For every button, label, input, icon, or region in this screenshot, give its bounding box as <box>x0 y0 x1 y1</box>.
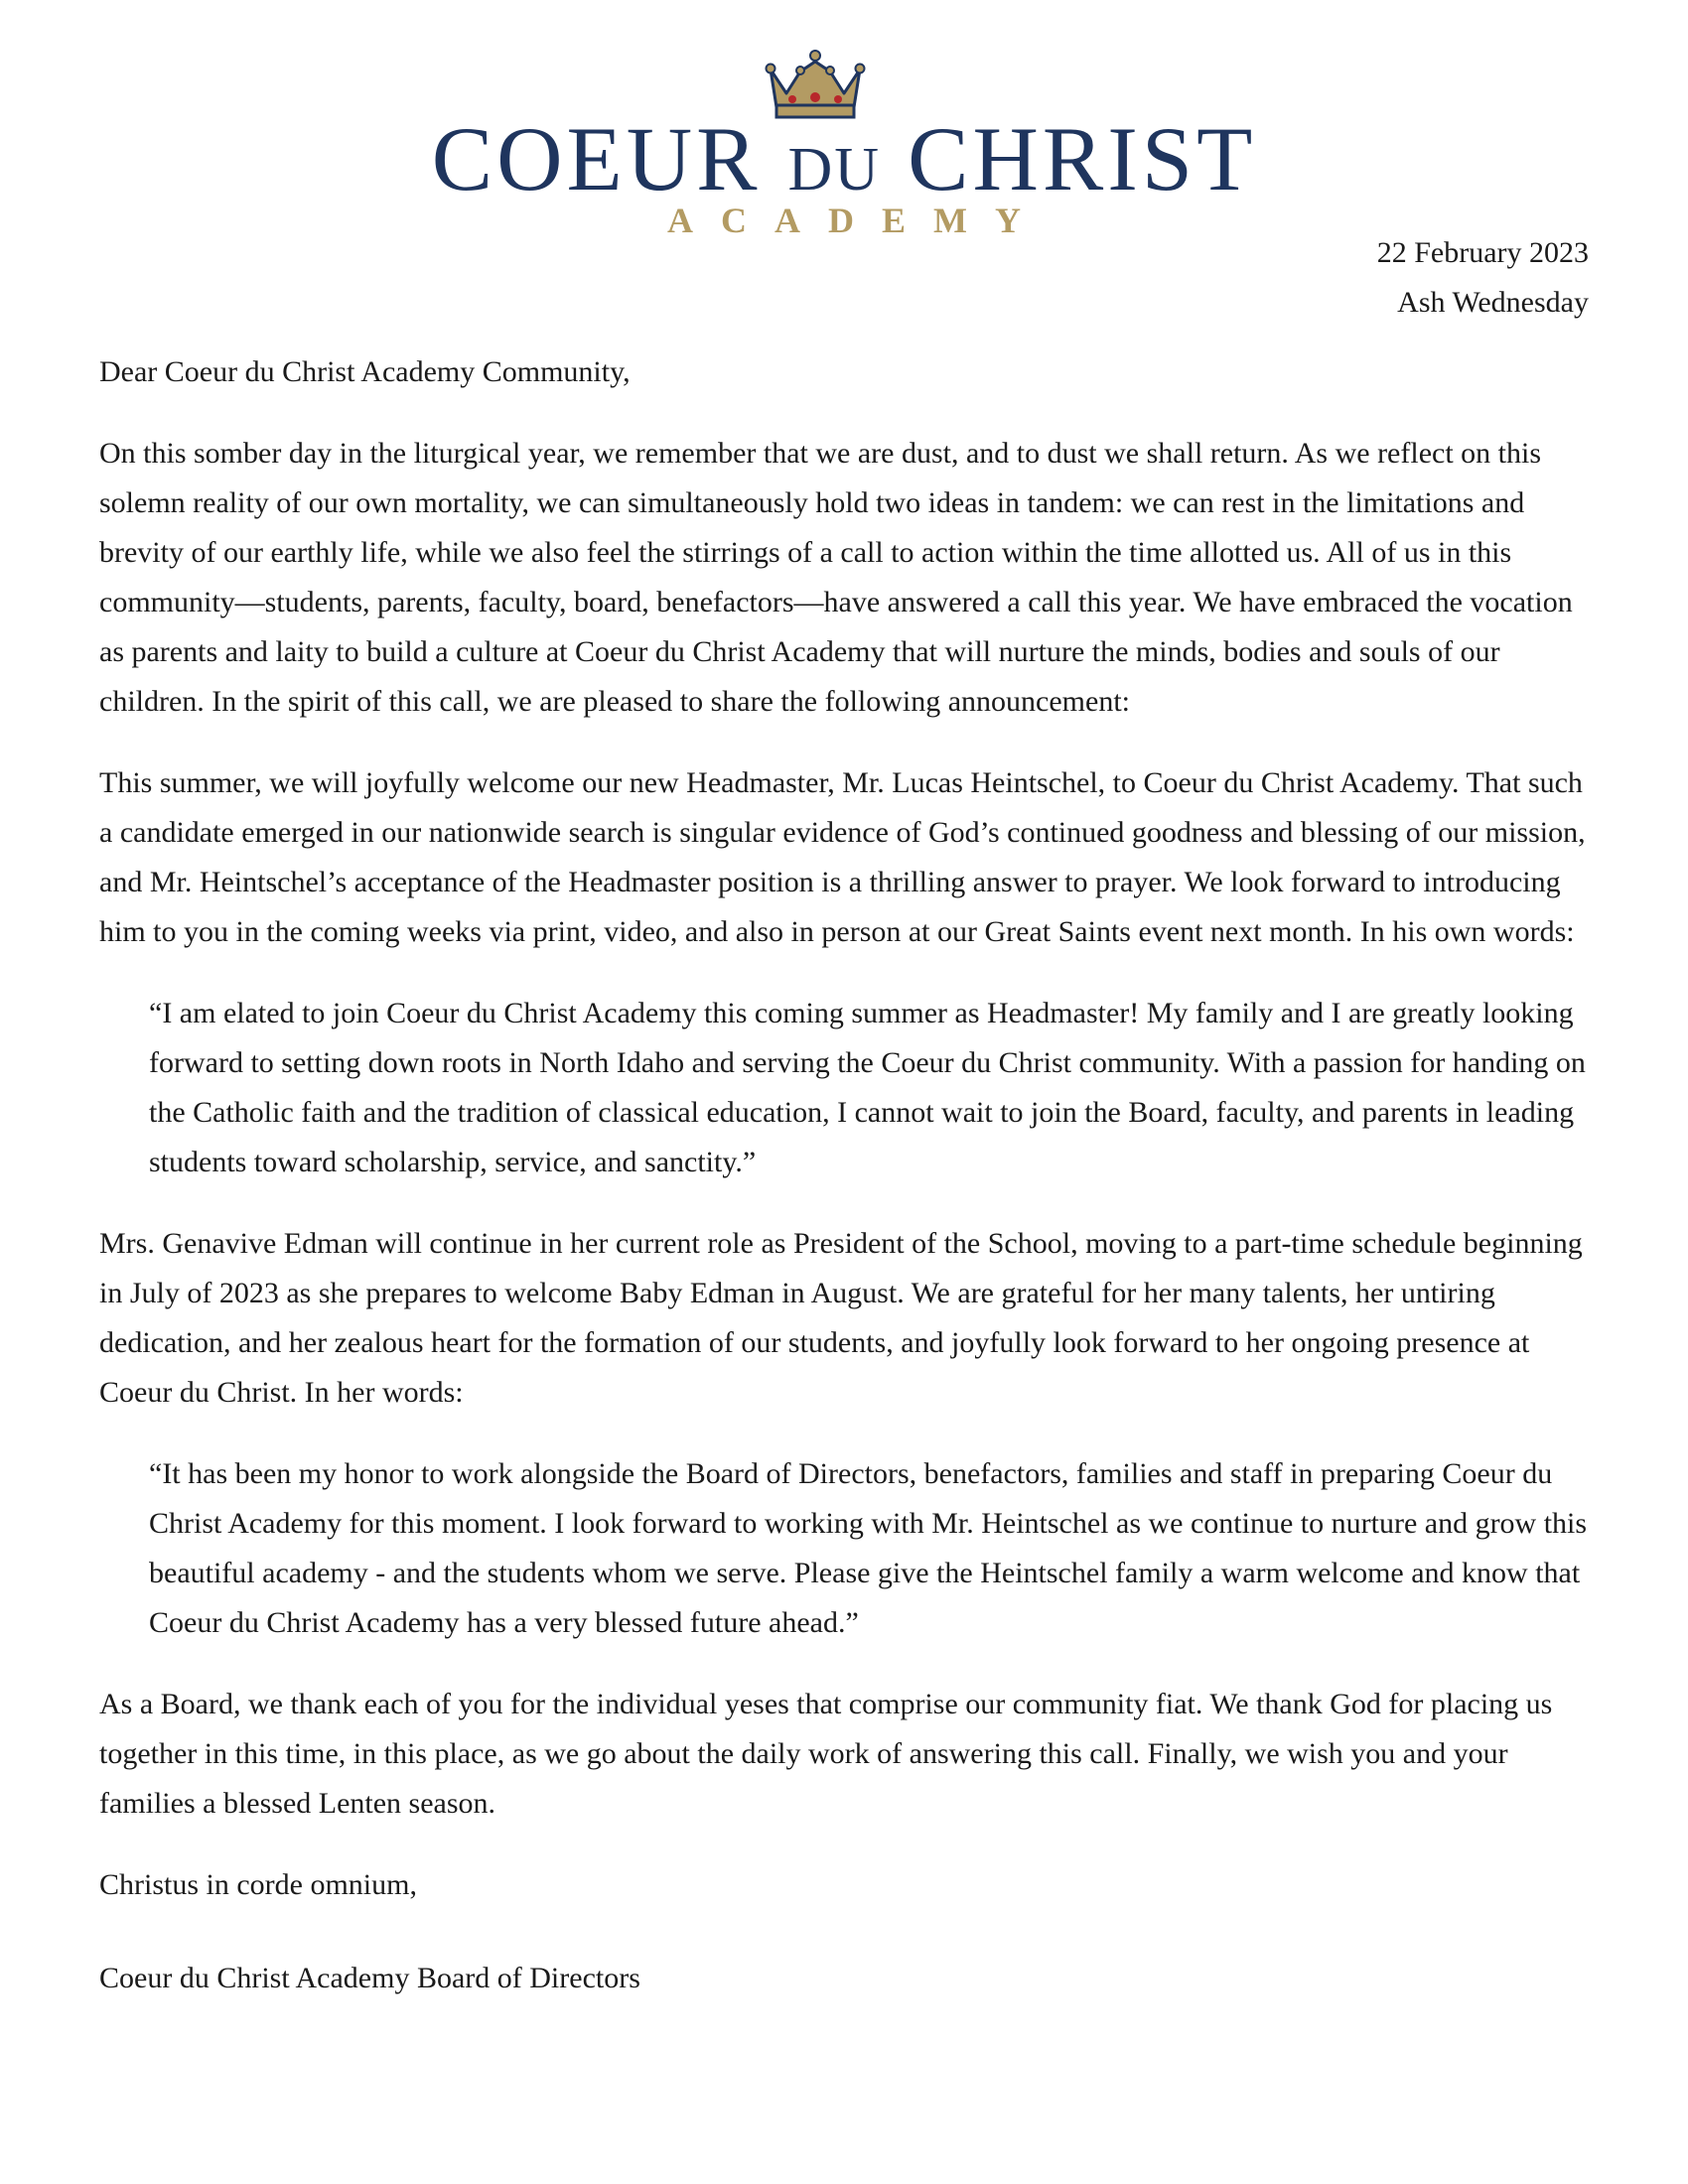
salutation: Dear Coeur du Christ Academy Community, <box>99 355 631 388</box>
quote-headmaster: “I am elated to join Coeur du Christ Academy this coming summer as Headmaster! My family and I are greatly looking forward to setting down roots in North Idaho and serving the Coeur du Christ community. With a passion for handing on the Catholic faith and the tradition of classical education, I cannot wait to join the Board, faculty, and parents in leading students toward scholarship, service, and sanctity.” <box>149 997 1586 1178</box>
school-name-du: DU <box>787 136 882 204</box>
paragraph-intro: On this somber day in the liturgical year, we remember that we are dust, and to dust we shall return. As we reflect on this solemn reality of our own mortality, we can simultaneously hold two ideas in tandem: we can rest in the limitations and brevity of our earthly life, while we also feel the stirrings of a call to action within the time allotted us. All of us in this community—students, parents, faculty, board, benefactors—have answered a call this year. We have embraced the vocation as parents and laity to build a culture at Coeur du Christ Academy that will nurture the minds, bodies and souls of our children. In the spirit of this call, we are pleased to share the following announcement: <box>99 437 1573 718</box>
letter-day: Ash Wednesday <box>1397 286 1589 319</box>
paragraph-president: Mrs. Genavive Edman will continue in her current role as President of the School, moving to a part-time schedule beginning in July of 2023 as she prepares to welcome Baby Edman in August. We are grateful for her many talents, her untiring dedication, and her zealous heart for the formation of our students, and joyfully look forward to her ongoing presence at Coeur du Christ. In her words: <box>99 1227 1583 1409</box>
paragraph-closing: As a Board, we thank each of you for the individual yeses that comprise our community fiat. We thank God for placing us together in this time, in this place, as we go about the daily work of answering this call. Finally, we wish you and your families a blessed Lenten season. <box>99 1688 1553 1820</box>
signature: Coeur du Christ Academy Board of Directors <box>99 1962 640 1994</box>
closing-line: Christus in corde omnium, <box>99 1868 417 1901</box>
letter-date: 22 February 2023 <box>1376 236 1589 269</box>
school-name-christ: CHRIST <box>908 108 1257 209</box>
school-name-coeur: COEUR <box>431 108 762 209</box>
quote-president: “It has been my honor to work alongside the Board of Directors, benefactors, families and staff in preparing Coeur du Christ Academy for this moment. I look forward to working with Mr. Heintschel as we continue to nurture and grow this beautiful academy - and the students whom we serve. Please give the Heintschel family a warm welcome and know that Coeur du Christ Academy has a very blessed future ahead.” <box>149 1457 1588 1639</box>
date-block <box>1377 228 1589 328</box>
school-subtitle: ACADEMY <box>667 201 1049 240</box>
letter-body <box>99 347 1589 2035</box>
paragraph-headmaster: This summer, we will joyfully welcome our new Headmaster, Mr. Lucas Heintschel, to Coeur du Christ Academy. That such a candidate emerged in our nationwide search is singular evidence of God’s continued goodness and blessing of our mission, and Mr. Heintschel’s acceptance of the Headmaster position is a thrilling answer to prayer. We look forward to introducing him to you in the coming weeks via print, video, and also in person at our Great Saints event next month. In his own words: <box>99 766 1586 948</box>
